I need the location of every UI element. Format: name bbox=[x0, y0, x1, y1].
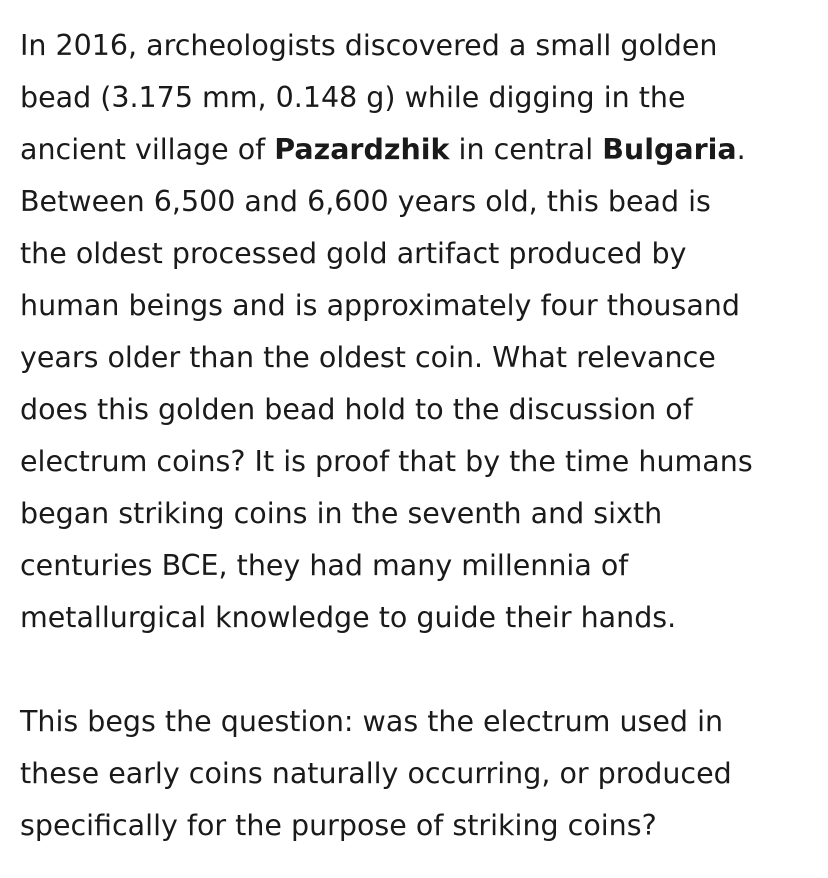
text-line: centuries BCE, they had many millennia of bbox=[20, 549, 629, 582]
text-line: metallurgical knowledge to guide their hands. bbox=[20, 601, 677, 634]
text-line: does this golden bead hold to the discussion of bbox=[20, 393, 693, 426]
text-run: in central bbox=[449, 133, 603, 166]
text-run: . bbox=[736, 133, 746, 166]
text-line: the oldest processed gold artifact produced by bbox=[20, 237, 687, 270]
paragraph-spacer bbox=[20, 644, 820, 696]
text-line: human beings and is approximately four thousand bbox=[20, 289, 740, 322]
article-body bbox=[20, 20, 820, 852]
paragraph-1 bbox=[20, 20, 820, 644]
text-line: specifically for the purpose of striking coins? bbox=[20, 809, 657, 842]
text-line: bead (3.175 mm, 0.148 g) while digging in the bbox=[20, 81, 686, 114]
text-run: ancient village of bbox=[20, 133, 275, 166]
text-line: began striking coins in the seventh and sixth bbox=[20, 497, 663, 530]
paragraph-2 bbox=[20, 696, 820, 852]
text-line: these early coins naturally occurring, or produced bbox=[20, 757, 732, 790]
text-line: electrum coins? It is proof that by the time humans bbox=[20, 445, 753, 478]
text-line bbox=[20, 124, 820, 176]
text-line: In 2016, archeologists discovered a small golden bbox=[20, 29, 718, 62]
text-line: Between 6,500 and 6,600 years old, this bead is bbox=[20, 185, 711, 218]
place-name-bulgaria: Bulgaria bbox=[602, 133, 737, 166]
text-line: years older than the oldest coin. What relevance bbox=[20, 341, 716, 374]
text-line: This begs the question: was the electrum used in bbox=[20, 705, 724, 738]
place-name-pazardzhik: Pazardzhik bbox=[274, 133, 450, 166]
